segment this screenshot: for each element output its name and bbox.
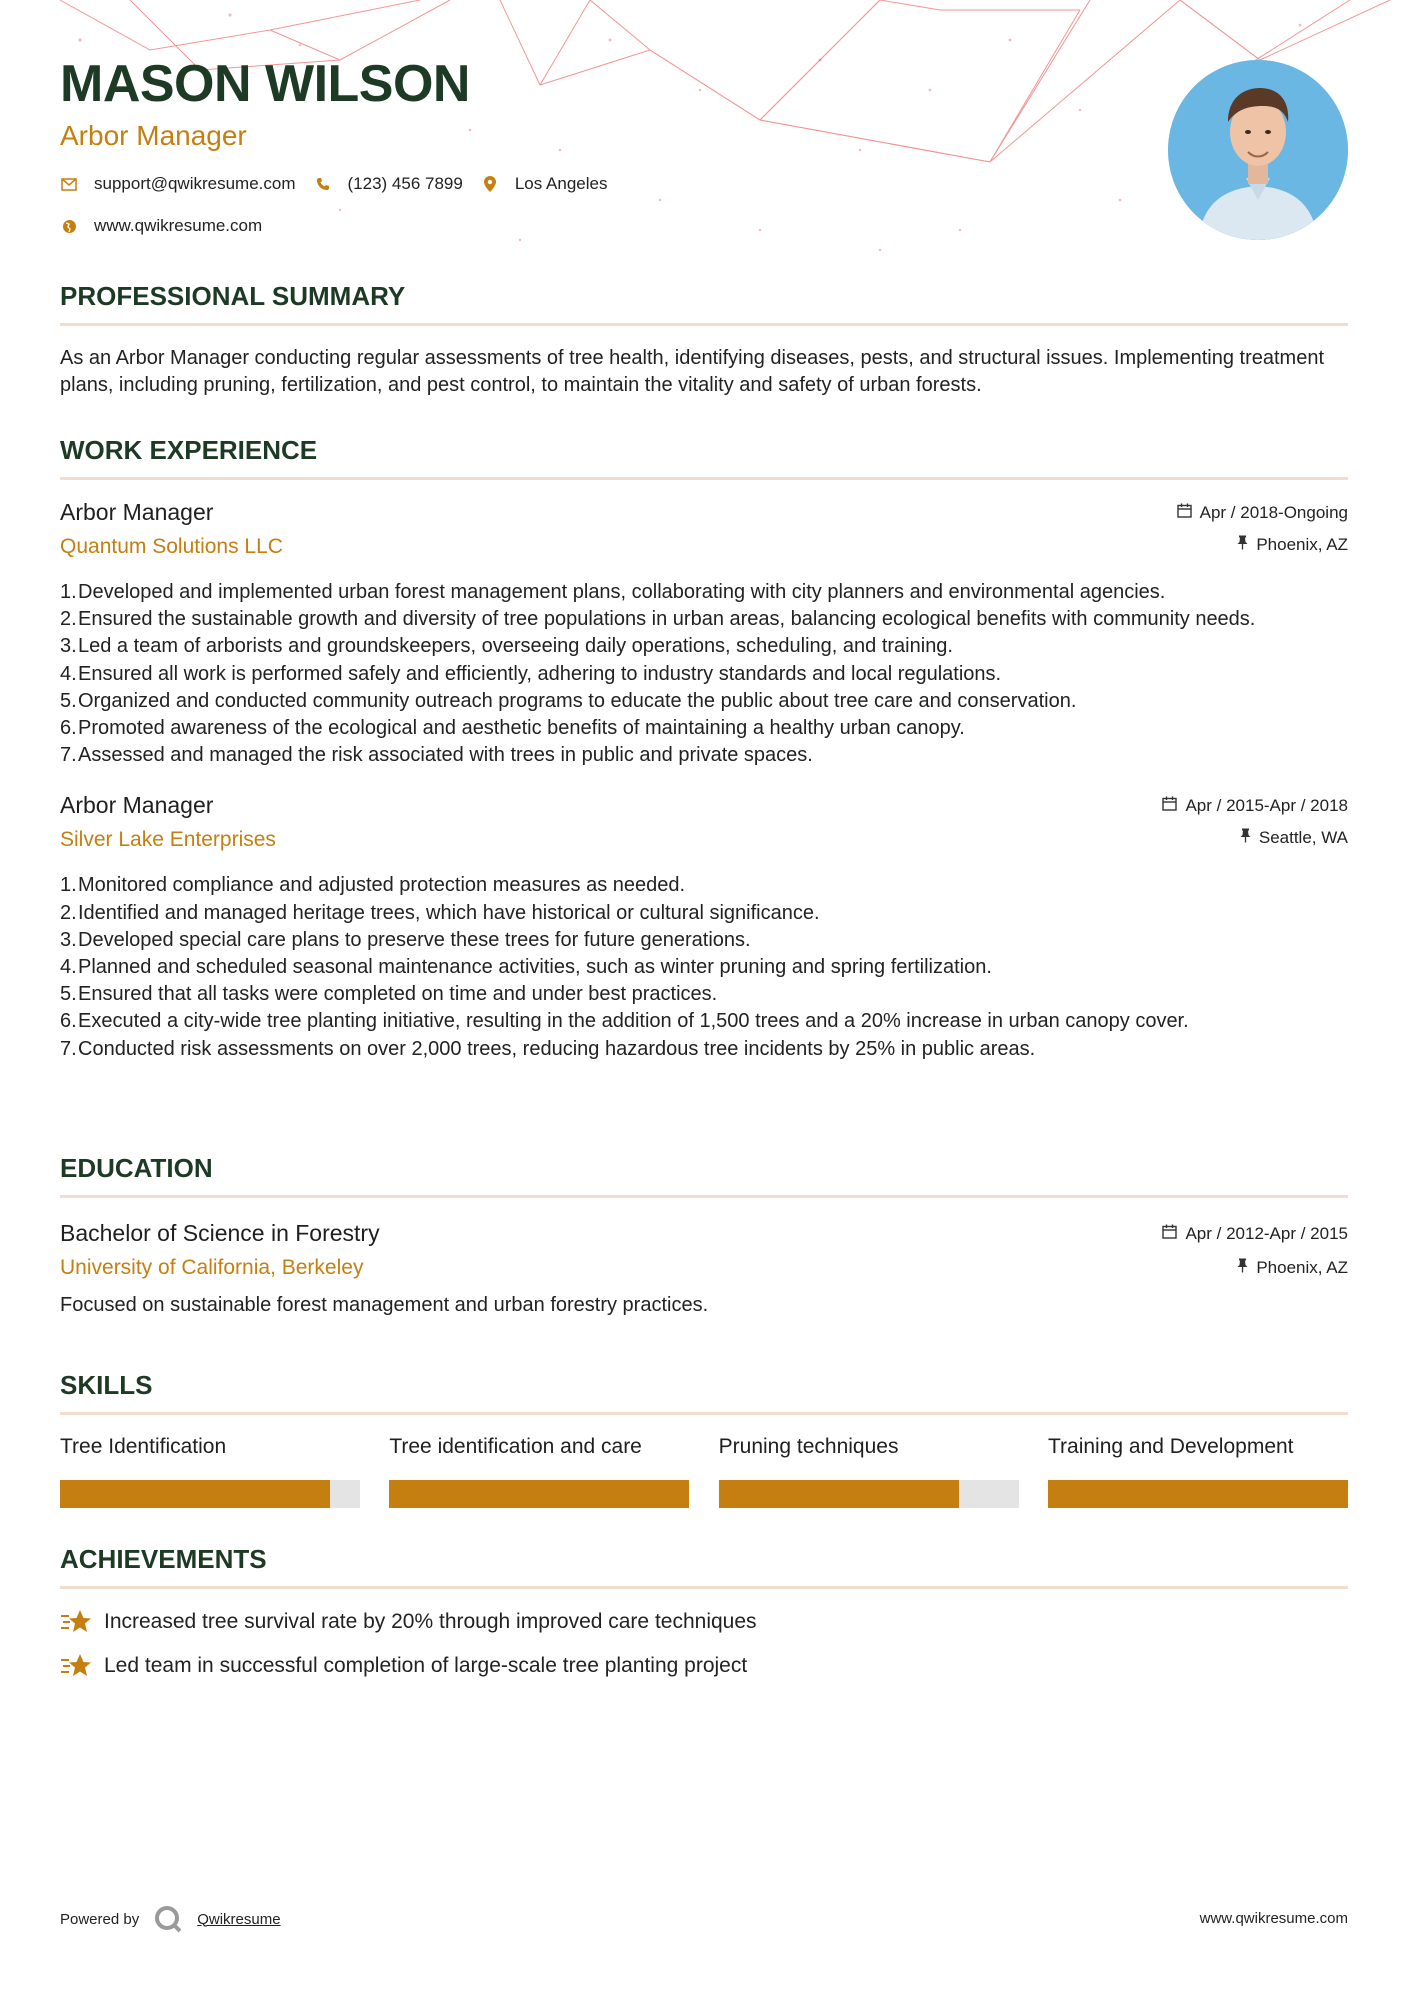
profile-photo [1168,60,1348,240]
skill-label: Pruning techniques [718,1435,899,1458]
skill-bar-fill [389,1480,689,1508]
contact-location [481,174,608,194]
resume-header [60,55,470,152]
list-item: 1. Developed and implemented urban forest management plans, collaborating with city planners and environmental agencies. [60,581,1166,603]
achievements-section [60,1546,1348,1681]
job-title: Arbor Manager [60,499,214,525]
powered-by-label: Powered by [60,1910,140,1928]
education-dates-text: Apr / 2012-Apr / 2015 [1185,1224,1348,1243]
experience-heading: WORK EXPERIENCE [60,435,318,465]
job-location [1240,828,1348,848]
list-item: 6. Executed a city-wide tree planting initiative, resulting in the addition of 1,500 trees and a 20% increase in urban canopy cover. [60,1010,1189,1033]
job-title: Arbor Manager [60,792,214,819]
location-text: Los Angeles [514,174,608,193]
list-item: 5. Ensured that all tasks were completed on time and under best practices. [60,983,718,1006]
skill-bar-fill [719,1480,959,1508]
summary-heading: PROFESSIONAL SUMMARY [60,281,406,311]
email-text: support@qwikresume.com [94,174,296,193]
job-location-text: Seattle, WA [1258,828,1348,848]
qwikresume-logo-icon [153,1904,183,1934]
job-entry [60,792,1348,1062]
summary-text: As an Arbor Manager conducting regular assessments of tree health, identifying diseases, pests, and structural issues. Implementing treatment plans, including pruning, fertilization, and pest control, to maintain the vitality and safety of urban forests. [60,347,1324,396]
skill-bar [719,1480,1019,1508]
job-bullets [60,579,1348,769]
calendar-icon [1162,796,1177,816]
calendar-icon [1177,503,1192,523]
achievement-text: Increased tree survival rate by 20% through improved care techniques [104,1610,757,1633]
list-item: 7. Assessed and managed the risk associated with trees in public and private spaces. [60,744,813,767]
skill-bar-fill [60,1480,330,1508]
qwikresume-link[interactable]: Qwikresume [197,1910,281,1928]
list-item [60,1651,1348,1681]
skills-heading: SKILLS [60,1370,153,1400]
list-item: 5. Organized and conducted community outreach programs to educate the public about tree care and conservation. [60,689,1077,712]
website-text: www.qwikresume.com [94,216,263,235]
achievement-text: Led team in successful completion of large-scale tree planting project [104,1654,748,1677]
phone-icon [314,175,332,193]
skill-label: Training and Development [1047,1435,1294,1458]
skill-item [719,1435,1019,1508]
school-name: University of California, Berkeley [60,1256,364,1279]
skill-label: Tree Identification [60,1435,227,1458]
list-item: 2. Identified and managed heritage trees, which have historical or cultural significance. [60,901,820,924]
skill-item [389,1435,689,1508]
list-item: 6. Promoted awareness of the ecological and aesthetic benefits of maintaining a healthy urban canopy. [60,717,965,740]
skill-bar [1048,1480,1348,1508]
contact-phone[interactable] [314,174,463,194]
achievements-heading: ACHIEVEMENTS [60,1544,267,1574]
skills-section [60,1372,1348,1508]
contact-info [60,172,625,238]
education-section [60,1155,1348,1319]
skill-item [1048,1435,1348,1508]
achievements-list [60,1607,1348,1681]
candidate-title: Arbor Manager [60,120,247,151]
footer-website[interactable]: www.qwikresume.com [1199,1910,1348,1927]
list-item [60,1607,1348,1637]
list-item: 4. Ensured all work is performed safely and efficiently, adhering to industry standards and local regulations. [60,662,1002,685]
candidate-name: MASON WILSON [60,55,470,113]
calendar-icon [1162,1224,1177,1244]
list-item: 7. Conducted risk assessments on over 2,000 trees, reducing hazardous tree incidents by 25% in public areas. [60,1037,1036,1060]
skills-list [60,1435,1348,1508]
list-item: 1. Monitored compliance and adjusted protection measures as needed. [60,874,686,897]
section-divider [60,477,1348,480]
job-company: Quantum Solutions LLC [60,535,283,558]
pushpin-icon [1240,828,1251,848]
summary-section [60,283,1348,399]
education-heading: EDUCATION [60,1153,213,1183]
page-footer [60,1904,1348,1934]
contact-email[interactable] [60,174,296,194]
section-divider [60,1412,1348,1415]
job-dates-text: Apr / 2018-Ongoing [1199,503,1348,522]
list-item: 3. Led a team of arborists and groundskeepers, overseeing daily operations, scheduling, and training. [60,635,953,658]
skill-item [60,1435,360,1508]
job-bullets [60,872,1348,1062]
map-pin-icon [481,175,499,193]
skill-label: Tree identification and care [389,1435,642,1458]
envelope-icon [60,175,78,193]
skill-bar-fill [1048,1480,1348,1508]
skill-bar [60,1480,360,1508]
education-entry [60,1220,1348,1319]
job-location [1237,535,1348,555]
pushpin-icon [1237,535,1248,555]
star-icon [60,1607,92,1637]
skill-bar [389,1480,689,1508]
education-dates [1162,1224,1348,1244]
contact-website[interactable] [60,216,262,236]
education-location-text: Phoenix, AZ [1256,1258,1348,1277]
degree-title: Bachelor of Science in Forestry [60,1220,380,1246]
job-dates [1177,503,1348,523]
pushpin-icon [1237,1258,1248,1278]
section-divider [60,1586,1348,1589]
job-location-text: Phoenix, AZ [1256,535,1348,554]
education-location [1237,1258,1348,1278]
person-portrait-icon [1168,60,1348,240]
list-item: 4. Planned and scheduled seasonal maintenance activities, such as winter pruning and spring fertilization. [60,956,992,979]
job-dates-text: Apr / 2015-Apr / 2018 [1185,796,1348,816]
list-item: 2. Ensured the sustainable growth and diversity of tree populations in urban areas, balancing ecological benefits with community needs. [60,608,1256,631]
globe-icon [60,217,78,235]
education-description: Focused on sustainable forest management and urban forestry practices. [60,1294,709,1316]
section-divider [60,1195,1348,1198]
list-item: 3. Developed special care plans to preserve these trees for future generations. [60,928,751,951]
section-divider [60,323,1348,326]
star-icon [60,1651,92,1681]
job-entry [60,499,1348,769]
powered-by [60,1904,281,1934]
job-company: Silver Lake Enterprises [60,828,276,852]
job-dates [1162,796,1348,816]
phone-text: (123) 456 7899 [347,174,463,193]
experience-section [60,437,1348,1063]
